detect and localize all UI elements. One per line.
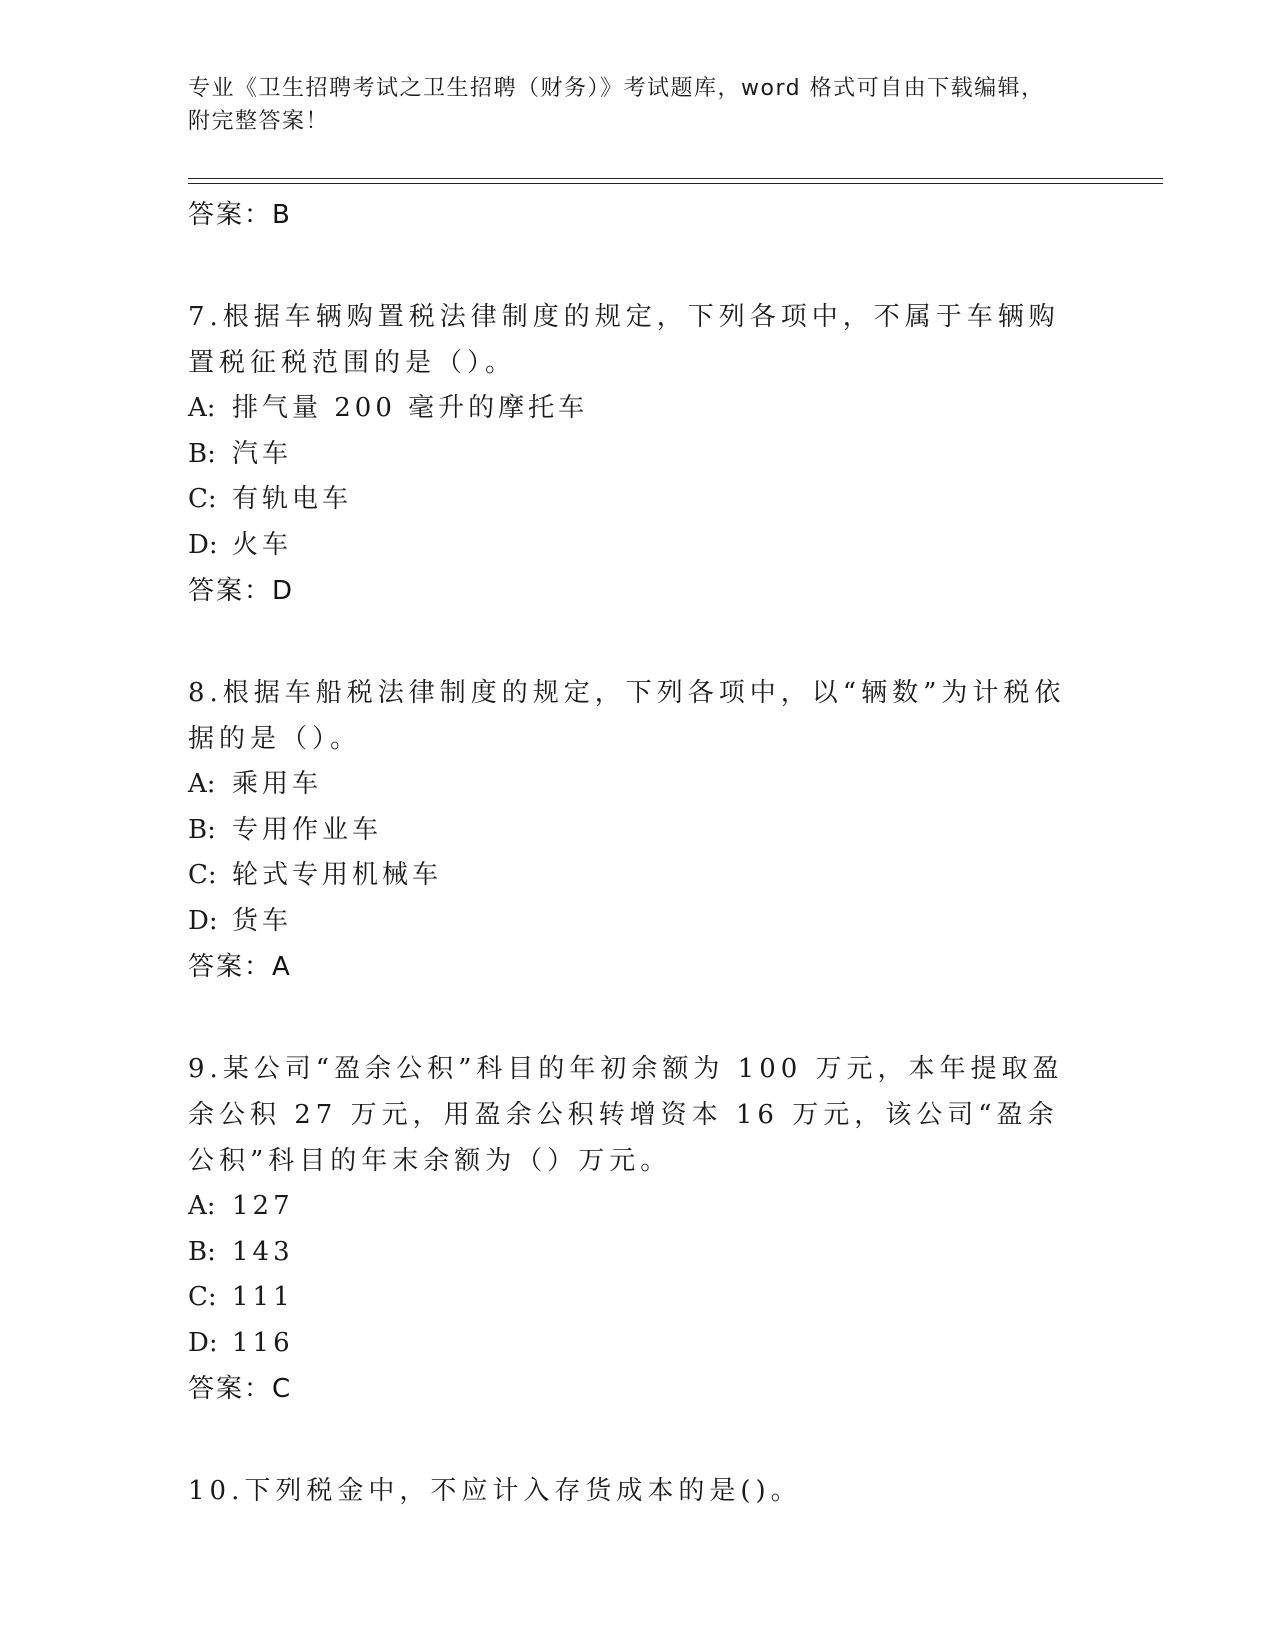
option-letter: C: <box>188 484 217 514</box>
option-d <box>188 523 1088 569</box>
answer-line: 答案：C <box>188 1374 293 1404</box>
option-letter: D: <box>188 529 218 560</box>
option-text: 有轨电车 <box>232 484 353 514</box>
option-a <box>188 762 1088 808</box>
header-divider-second <box>188 183 1163 184</box>
option-text: 排气量 200 毫升的摩托车 <box>232 393 589 423</box>
option-letter: B: <box>188 814 216 845</box>
option-text: 轮式专用机械车 <box>232 860 443 890</box>
option-text: 专用作业车 <box>232 814 383 845</box>
option-letter: D: <box>188 1327 218 1358</box>
option-letter: C: <box>188 1282 217 1312</box>
question-stem: 10.下列税金中，不应计入存货成本的是()。 <box>188 1476 802 1506</box>
option-text: 汽车 <box>232 438 293 469</box>
question-stem: 7.根据车辆购置税法律制度的规定，下列各项中，不属于车辆购置税征税范围的是（）。 <box>188 302 1060 378</box>
header-divider <box>188 178 1163 179</box>
question-item <box>188 1468 1088 1514</box>
option-b <box>188 1230 1088 1276</box>
option-letter: C: <box>188 860 217 890</box>
option-text: 111 <box>232 1282 294 1312</box>
option-c <box>188 1275 1088 1321</box>
option-d <box>188 899 1088 945</box>
answer-line: 答案：D <box>188 576 295 606</box>
question-item <box>188 294 1088 614</box>
option-letter: B: <box>188 1236 216 1267</box>
option-letter: A: <box>188 1191 216 1221</box>
option-d <box>188 1321 1088 1367</box>
option-a <box>188 1184 1088 1230</box>
option-letter: B: <box>188 438 216 469</box>
question-item <box>188 1046 1088 1412</box>
option-a <box>188 386 1088 432</box>
option-letter: D: <box>188 905 218 936</box>
option-text: 143 <box>232 1236 294 1267</box>
question-item <box>188 670 1088 990</box>
option-text: 货车 <box>232 905 293 936</box>
option-b <box>188 808 1088 854</box>
option-text: 127 <box>232 1191 294 1221</box>
question-list <box>188 192 1088 1514</box>
answer-line: 答案：A <box>188 952 292 982</box>
answer-line: 答案：B <box>188 200 292 230</box>
question-stem: 8.根据车船税法律制度的规定，下列各项中，以“辆数”为计税依据的是（）。 <box>188 678 1066 754</box>
option-text: 火车 <box>232 529 293 560</box>
option-letter: A: <box>188 769 216 799</box>
option-b <box>188 432 1088 478</box>
document-header: 专业《卫生招聘考试之卫生招聘（财务）》考试题库，word 格式可自由下载编辑，附完整答案！ <box>188 76 1045 134</box>
question-stem: 9.某公司“盈余公积”科目的年初余额为 100 万元，本年提取盈余公积 27 万元，用盈余公积转增资本 16 万元，该公司“盈余公积”科目的年末余额为（）万元。 <box>188 1054 1064 1176</box>
option-c <box>188 477 1088 523</box>
option-c <box>188 853 1088 899</box>
option-letter: A: <box>188 393 216 423</box>
option-text: 116 <box>232 1327 294 1358</box>
option-text: 乘用车 <box>232 769 323 799</box>
